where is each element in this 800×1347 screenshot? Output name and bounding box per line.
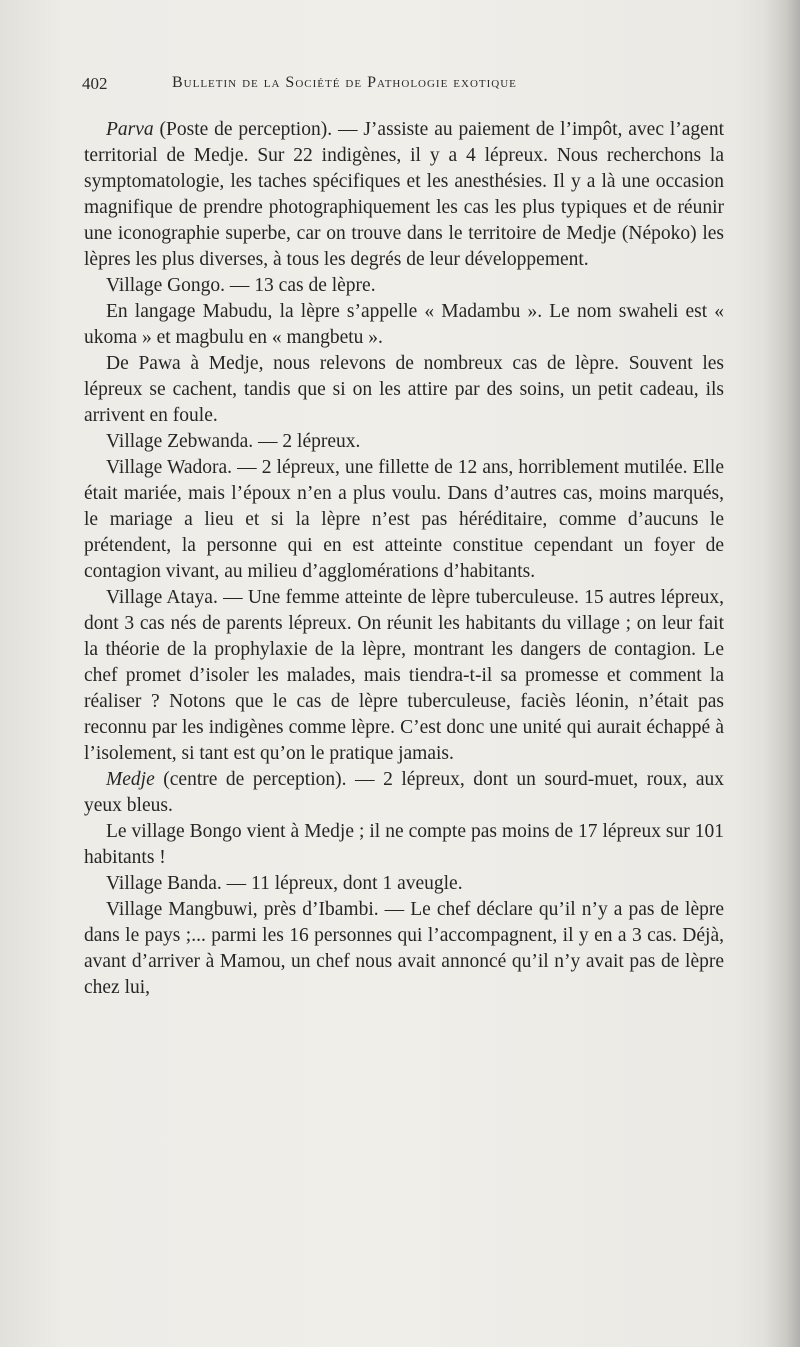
page-number: 402 bbox=[82, 74, 108, 93]
page-edge-shadow bbox=[764, 0, 800, 1347]
paragraph-text: Le village Bongo vient à Medje ; il ne compte pas moins de 17 lépreux sur 101 habitants ! bbox=[84, 821, 724, 868]
paragraph-banda bbox=[84, 871, 724, 897]
paragraph-langage bbox=[84, 299, 724, 351]
paragraph-text: Village Ataya. — Une femme atteinte de lèpre tuberculeuse. 15 autres lépreux, dont 3 cas nés de parents lépreux. On réunit les habitants du village ; on leur fait la théorie de la prophylaxie de la lèpre, montrant les dangers de contagion. Le chef promet d’isoler les malades, mais tiendra-t-il sa promesse et comment la réaliser ? Notons que le cas de lèpre tuberculeuse, faciès léonin, n’était pas reconnu par les indigènes comme lèpre. C’est donc une unité qui aurait échappé à l’isolement, si tant est qu’on le pratique jamais. bbox=[84, 587, 724, 764]
paragraph-bongo bbox=[84, 819, 724, 871]
paragraph-text: En langage Mabudu, la lèpre s’appelle « Madambu ». Le nom swaheli est « ukoma » et magbulu en « mangbetu ». bbox=[84, 301, 724, 348]
paragraph-text: Village Gongo. — 13 cas de lèpre. bbox=[106, 275, 376, 296]
place-name-italic: Parva bbox=[106, 119, 154, 140]
paragraph-parva bbox=[84, 117, 724, 273]
paragraph-text: Village Banda. — 11 lépreux, dont 1 aveugle. bbox=[106, 873, 463, 894]
paragraph-ataya bbox=[84, 585, 724, 767]
paragraph-gongo bbox=[84, 273, 724, 299]
paragraph-text: Village Wadora. — 2 lépreux, une fillette de 12 ans, horriblement mutilée. Elle était mariée, mais l’époux n’en a plus voulu. Dans d’autres cas, moins marqués, le mariage a lieu et si la lèpre n’est pas héréditaire, comme d’aucuns le prétendent, la personne qui en est atteinte constitue cependant un foyer de contagion vivant, au milieu d’agglomérations d’habitants. bbox=[84, 457, 724, 582]
paragraph-wadora bbox=[84, 455, 724, 585]
running-title: Bulletin de la Société de Pathologie exotique bbox=[172, 74, 517, 91]
paragraph-mangbuwi bbox=[84, 897, 724, 1001]
paragraph-text: (Poste de perception). — J’assiste au paiement de l’impôt, avec l’agent territorial de Medje. Sur 22 indigènes, il y a 4 lépreux. Nous recherchons la symptomatologie, les taches spécifiques et les anesthésies. Il y a là une occasion magnifique de prendre photographiquement les cas les plus typiques et de réunir une iconographie superbe, car on trouve dans le territoire de Medje (Népoko) les lèpres les plus diverses, à tous les degrés de leur développement. bbox=[84, 119, 724, 270]
paragraph-pawa bbox=[84, 351, 724, 429]
place-name-italic: Medje bbox=[106, 769, 155, 790]
paragraph-text: De Pawa à Medje, nous relevons de nombreux cas de lèpre. Souvent les lépreux se cachent, tandis que si on les attire par des soins, un petit cadeau, ils arrivent en foule. bbox=[84, 353, 724, 426]
paragraph-text: Village Zebwanda. — 2 lépreux. bbox=[106, 431, 361, 452]
paragraph-text: Village Mangbuwi, près d’Ibambi. — Le chef déclare qu’il n’y a pas de lèpre dans le pays ;... parmi les 16 personnes qui l’accompagnent, il y en a 3 cas. Déjà, avant d’arriver à Mamou, un chef nous avait annoncé qu’il n’y avait pas de lèpre chez lui, bbox=[84, 899, 724, 998]
paragraph-zebwanda bbox=[84, 429, 724, 455]
paragraph-medje bbox=[84, 767, 724, 819]
paragraph-text: (centre de perception). — 2 lépreux, dont un sourd-muet, roux, aux yeux bleus. bbox=[84, 769, 724, 816]
body-text bbox=[84, 117, 724, 1001]
